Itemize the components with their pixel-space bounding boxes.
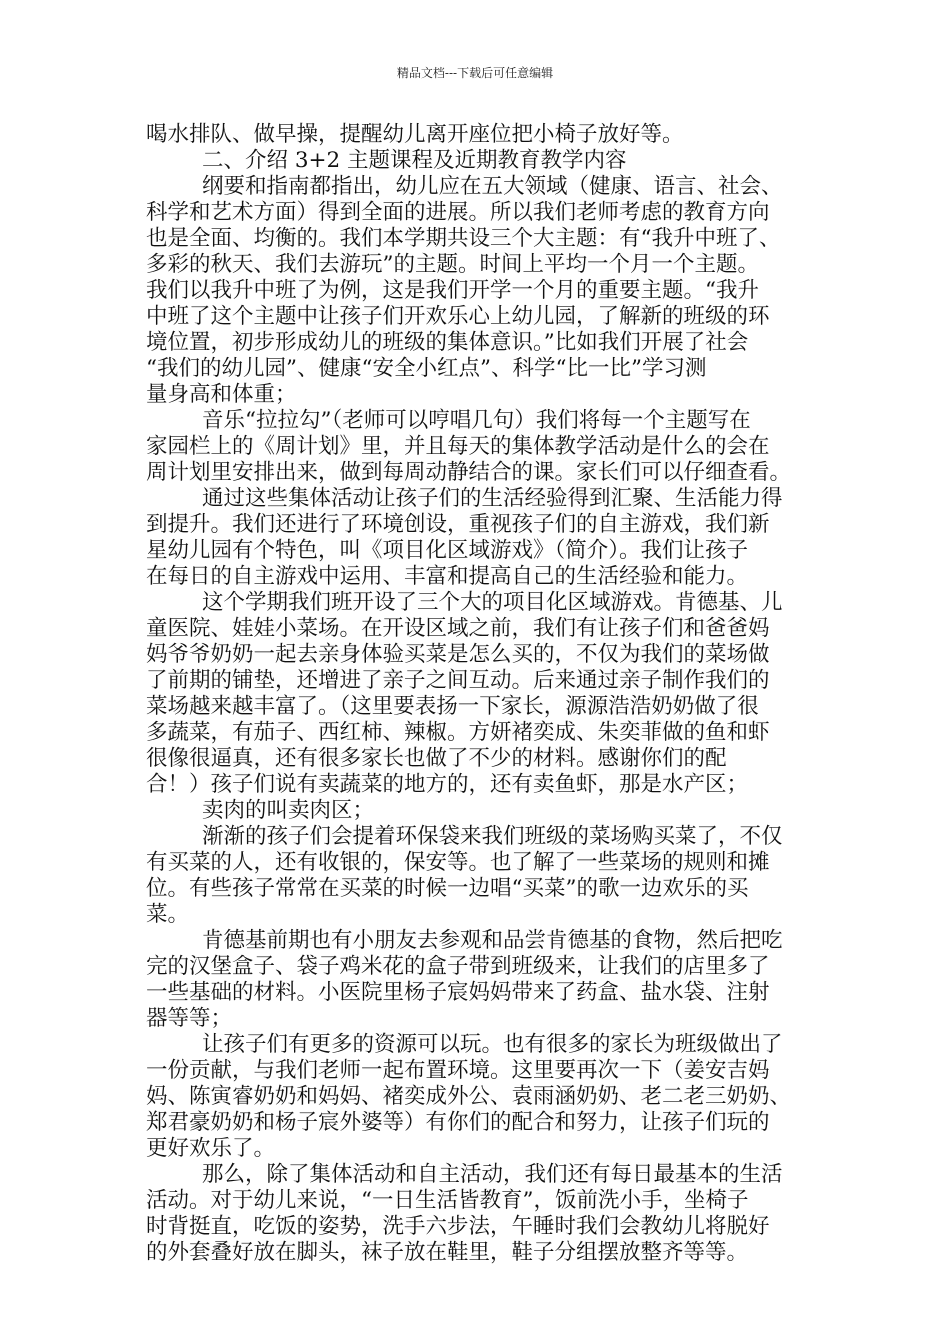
text-line: 这个学期我们班开设了三个大的项目化区域游戏。肯德基、儿	[202, 590, 783, 615]
text-line: 肯德基前期也有小朋友去参观和品尝肯德基的食物，然后把吃	[202, 928, 783, 953]
text-line: 位。有些孩子常常在买菜的时候一边唱“买菜”的歌一边欢乐的买	[146, 876, 749, 901]
text-line: 郑君豪奶奶和杨子宸外婆等）有你们的配合和努力，让孩子们玩的	[146, 1110, 770, 1135]
text-line: 很像很逼真，还有很多家长也做了不少的材料。感谢你们的配	[146, 746, 727, 771]
text-line: 一些基础的材料。小医院里杨子宸妈妈带来了药盒、盐水袋、注射	[146, 980, 770, 1005]
text-line: 让孩子们有更多的资源可以玩。也有很多的家长为班级做出了	[202, 1032, 783, 1057]
text-line: 一份贡献，与我们老师一起布置环境。这里要再次一下（姜安吉妈	[146, 1058, 770, 1083]
text-line: 菜。	[146, 902, 190, 927]
text-line: 时背挺直，吃饭的姿势，洗手六步法，午睡时我们会教幼儿将脱好	[146, 1214, 770, 1239]
text-line: 星幼儿园有个特色，叫《项目化区域游戏》（简介）。我们让孩子	[146, 538, 749, 563]
text-line: 境位置，初步形成幼儿的班级的集体意识。”比如我们开展了社会	[146, 330, 749, 355]
text-line: 妈、陈寅睿奶奶和妈妈、褚奕成外公、袁雨涵奶奶、老二老三奶奶、	[146, 1084, 792, 1109]
text-line: 喝水排队、做早操，提醒幼儿离开座位把小椅子放好等。	[146, 122, 684, 147]
document-body	[146, 122, 811, 1266]
text-line: 音乐“拉拉勾”（老师可以哼唱几句）我们将每一个主题写在	[202, 408, 751, 433]
text-line: 器等等；	[146, 1006, 233, 1031]
text-line: 卖肉的叫卖肉区；	[202, 798, 375, 823]
text-line: 的外套叠好放在脚头，袜子放在鞋里，鞋子分组摆放整齐等等。	[146, 1240, 749, 1265]
text-line: 多彩的秋天、我们去游玩”的主题。时间上平均一个月一个主题。	[146, 252, 759, 277]
text-line: 有买菜的人，还有收银的，保安等。也了解了一些菜场的规则和摊	[146, 850, 770, 875]
text-line: 量身高和体重；	[146, 382, 297, 407]
text-line: 妈爷爷奶奶一起去亲身体验买菜是怎么买的，不仅为我们的菜场做	[146, 642, 770, 667]
text-line: 在每日的自主游戏中运用、丰富和提高自己的生活经验和能力。	[146, 564, 749, 589]
text-line: 周计划里安排出来，做到每周动静结合的课。家长们可以仔细查看。	[146, 460, 792, 485]
text-line: 也是全面、均衡的。我们本学期共设三个大主题：有“我升中班了、	[146, 226, 781, 251]
text-line: 活动。对于幼儿来说，“一日生活皆教育”，饭前洗小手，坐椅子	[146, 1188, 749, 1213]
text-line: 更好欢乐了。	[146, 1136, 276, 1161]
text-line: 了前期的铺垫，还增进了亲子之间互动。后来通过亲子制作我们的	[146, 668, 770, 693]
text-line: 渐渐的孩子们会提着环保袋来我们班级的菜场购买菜了，不仅	[202, 824, 783, 849]
text-line: 科学和艺术方面）得到全面的进展。所以我们老师考虑的教育方向	[146, 200, 770, 225]
text-line: 纲要和指南都指出，幼儿应在五大领域（健康、语言、社会、	[202, 174, 783, 199]
text-line: 通过这些集体活动让孩子们的生活经验得到汇聚、生活能力得	[202, 486, 783, 511]
text-line: 我们以我升中班了为例，这是我们开学一个月的重要主题。“我升	[146, 278, 759, 303]
text-line: 那么，除了集体活动和自主活动，我们还有每日最基本的生活	[202, 1162, 783, 1187]
text-line: 中班了这个主题中让孩子们开欢乐心上幼儿园，了解新的班级的环	[146, 304, 770, 329]
text-line: 二、介绍 3+2 主题课程及近期教育教学内容	[202, 148, 627, 173]
text-line: 菜场越来越丰富了。（这里要表扬一下家长，源源浩浩奶奶做了很	[146, 694, 759, 719]
text-line: 家园栏上的《周计划》里，并且每天的集体教学活动是什么的会在	[146, 434, 770, 459]
text-line: 到提升。我们还进行了环境创设，重视孩子们的自主游戏，我们新	[146, 512, 770, 537]
text-line: 多蔬菜，有茄子、西红柿、辣椒。方妍褚奕成、朱奕菲做的鱼和虾	[146, 720, 770, 745]
text-line: 童医院、娃娃小菜场。在开设区域之前，我们有让孩子们和爸爸妈	[146, 616, 770, 641]
page-header: 精品文档---下载后可任意编辑	[396, 66, 554, 80]
text-line: 合！）孩子们说有卖蔬菜的地方的，还有卖鱼虾，那是水产区；	[146, 772, 749, 797]
text-line: 完的汉堡盒子、袋子鸡米花的盒子带到班级来，让我们的店里多了	[146, 954, 770, 979]
text-line: “我们的幼儿园”、健康“安全小红点”、科学“比一比”学习测	[146, 356, 707, 381]
